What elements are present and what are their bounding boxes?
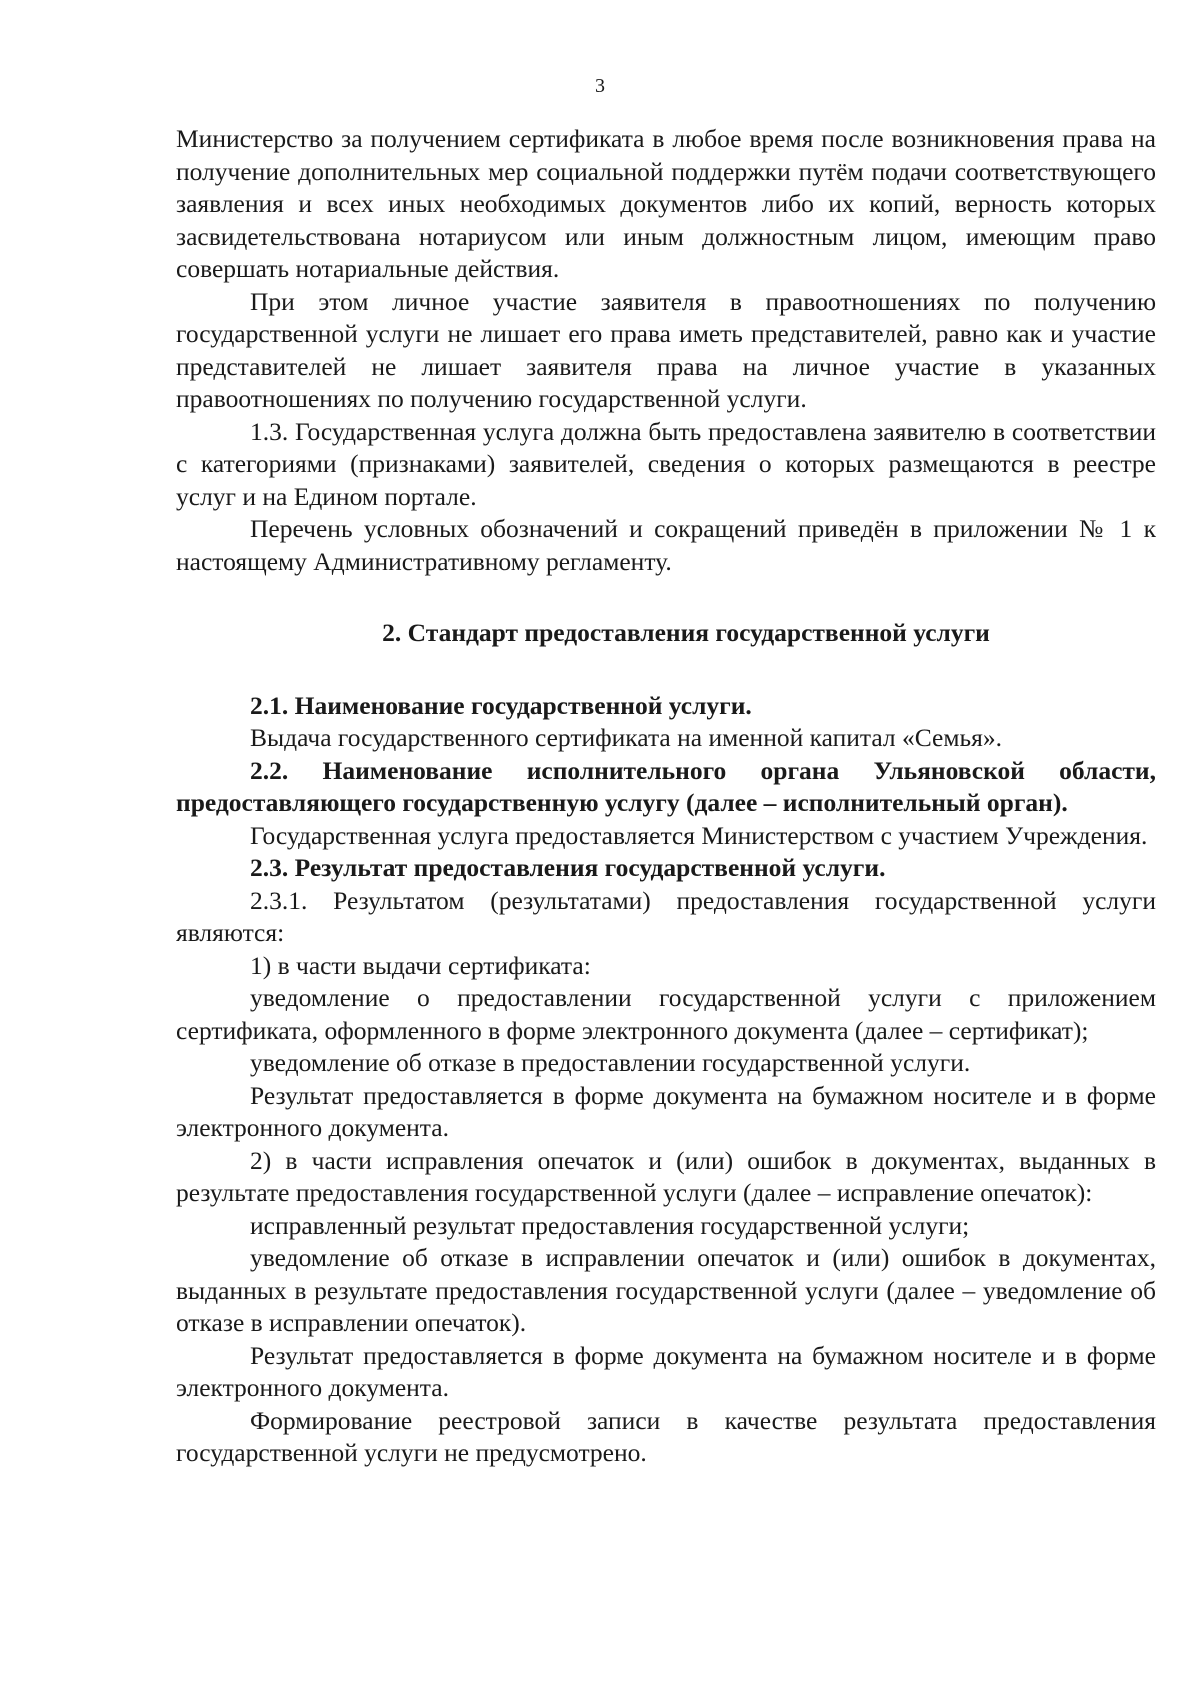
paragraph-item-1-a: уведомление о предоставлении государственной услуги с приложением сертификата, оформленного в форме электронного документа (далее – сертификат); [176,983,1156,1045]
paragraph-2-3-1: 2.3.1. Результатом (результатами) предоставления государственной услуги являются: [176,885,1156,947]
paragraph-item-1-b: уведомление об отказе в предоставлении государственной услуги. [250,1048,971,1077]
paragraph-item-2-c: Результат предоставляется в форме документа на бумажном носителе и в форме электронного документа. [176,1340,1156,1402]
document-body [176,123,1156,1470]
paragraph-item-1: 1) в части выдачи сертификата: [250,950,591,980]
paragraph-1-3: 1.3. Государственная услуга должна быть предоставлена заявителю в соответствии с категориями (признаками) заявителей, сведения о которых размещаются в реестре услуг и на Едином портале. [176,416,1156,511]
paragraph-2-2: Государственная услуга предоставляется Министерством с участием Учреждения. [250,820,1148,850]
paragraph-item-2-a: исправленный результат предоставления государственной услуги; [250,1210,970,1240]
page-number: 3 [595,75,605,97]
heading-2-1: 2.1. Наименование государственной услуги. [250,690,752,720]
heading-2-2: 2.2. Наименование исполнительного органа Ульяновской области, предоставляющего государственную услугу (далее – исполнительный орган). [176,755,1156,817]
paragraph-item-1-c: Результат предоставляется в форме документа на бумажном носителе и в форме электронного документа. [176,1080,1156,1142]
paragraph-item-2: 2) в части исправления опечаток и (или) ошибок в документах, выданных в результате предоставления государственной услуги (далее – исправление опечаток): [176,1145,1156,1207]
paragraph-registry-record: Формирование реестровой записи в качестве результата предоставления государственной услуги не предусмотрено. [176,1405,1156,1467]
paragraph-ministry-certificate: Министерство за получением сертификата в любое время после возникновения права на получение дополнительных мер социальной поддержки путём подачи соответствующего заявления и всех иных необходимых документов либо их копий, верность которых засвидетельствована нотариусом или иным должностным лицом, имеющим право совершать нотариальные действия. [176,124,1156,283]
heading-2-3: 2.3. Результат предоставления государственной услуги. [250,853,886,882]
paragraph-item-2-b: уведомление об отказе в исправлении опечаток и (или) ошибок в документах, выданных в результате предоставления государственной услуги (далее – уведомление об отказе в исправлении опечаток). [176,1243,1156,1337]
paragraph-abbreviations: Перечень условных обозначений и сокращений приведён в приложении № 1 к настоящему Административному регламенту. [176,514,1156,576]
paragraph-personal-participation: При этом личное участие заявителя в правоотношениях по получению государственной услуги не лишает его права иметь представителей, равно как и участие представителей не лишает заявителя права на личное участие в указанных правоотношениях по получению государственной услуги. [176,286,1156,413]
section-title: 2. Стандарт предоставления государственной услуги [382,618,990,647]
paragraph-2-1: Выдача государственного сертификата на именной капитал «Семья». [250,723,1002,752]
